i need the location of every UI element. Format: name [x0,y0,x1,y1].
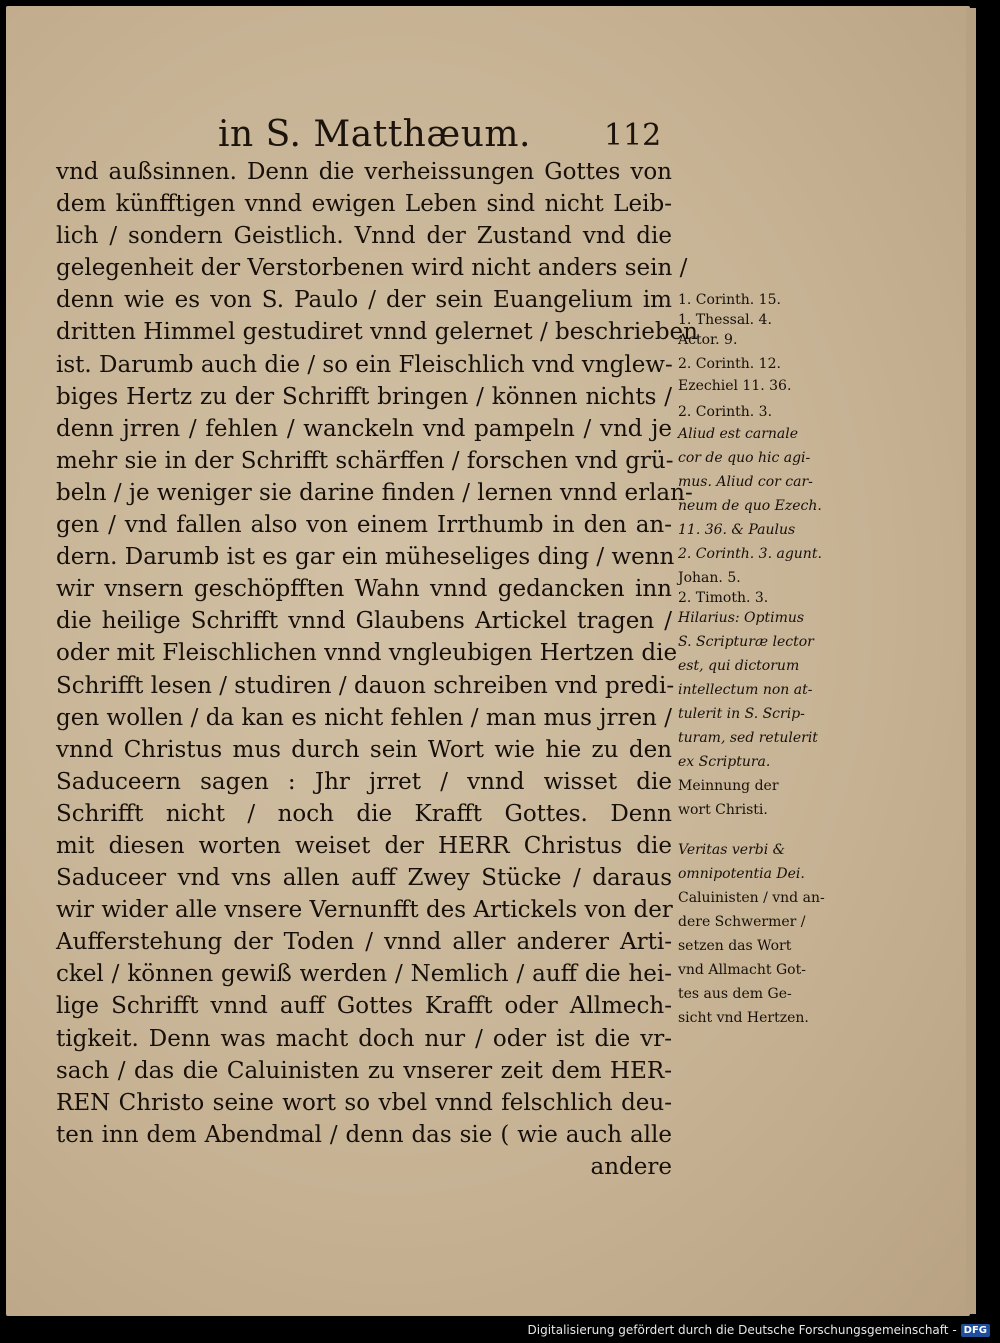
text-line: Schrifft lesen / studiren / dauon schreiben vnd predi- [56,672,675,699]
margin-note: dere Schwermer / [678,914,806,930]
margin-note: 2. Timoth. 3. [678,590,769,606]
margin-note: 2. Corinth. 3. [678,404,773,420]
text-line: ist. Darumb auch die / so ein Fleischlich vnd vnglew- [56,351,673,378]
margin-note: Hilarius: Optimus [678,610,805,626]
margin-note: 1. Thessal. 4. [678,312,772,328]
text-line: vnnd Christus mus durch sein Wort wie hie zu den [56,736,672,763]
text-line: ten inn dem Abendmal / denn das sie ( wie auch alle [56,1121,672,1148]
text-line: lich / sondern Geistlich. Vnnd der Zustand vnd die [56,223,672,250]
margin-note: Veritas verbi & [678,842,786,858]
text-line: sach / das die Caluinisten zu vnserer zeit dem HER- [56,1057,672,1084]
book-page [6,6,970,1316]
margin-note: 2. Corinth. 3. agunt. [678,546,822,562]
text-line: die heilige Schrifft vnnd Glaubens Artickel tragen / [56,608,672,635]
text-line: Saduceer vnd vns allen auff Zwey Stücke / daraus [56,865,672,892]
text-line: dritten Himmel gestudiret vnnd gelernet / beschrieben [56,319,698,346]
text-line: vnd außsinnen. Denn die verheissungen Gottes von [56,159,672,185]
text-line: oder mit Fleischlichen vnnd vngleubigen Hertzen die [56,640,678,667]
text-line: tigkeit. Denn was macht doch nur / oder ist die vr- [56,1025,672,1052]
margin-note: cor de quo hic agi- [678,450,811,466]
margin-note: tes aus dem Ge- [678,986,792,1002]
margin-note: omnipotentia Dei. [678,866,805,882]
text-line: lige Schrifft vnnd auff Gottes Krafft oder Allmech- [56,993,672,1020]
margin-note: Meinnung der [678,778,779,794]
dfg-logo-icon: DFG [961,1324,990,1337]
margin-note: setzen das Wort [678,938,792,954]
margin-note: S. Scripturæ lector [678,634,814,650]
margin-note: turam, sed retulerit [678,730,818,746]
margin-note: Johan. 5. [678,570,741,586]
margin-note: mus. Aliud cor car- [678,474,813,490]
text-line: andere [590,1153,672,1180]
margin-note: neum de quo Ezech. [678,498,822,514]
margin-note: vnd Allmacht Got- [678,962,806,978]
text-line: gelegenheit der Verstorbenen wird nicht anders sein / [56,255,688,282]
margin-note: 11. 36. & Paulus [678,522,796,538]
text-line: gen wollen / da kan es nicht fehlen / man mus jrren / [56,704,672,731]
main-text-column [56,156,698,1183]
text-line: Schrifft nicht / noch die Krafft Gottes. Denn [56,800,672,827]
text-line: dern. Darumb ist es gar ein müheseliges ding / wenn [56,544,675,571]
margin-note: Ezechiel 11. 36. [678,378,792,394]
text-line: denn jrren / fehlen / wanckeln vnd pampeln / vnd je [56,415,672,442]
page-edge [966,8,976,1314]
text-line: wir wider alle vnsere Vernunfft des Artickels von der [56,897,673,924]
text-line: ckel / können gewiß werden / Nemlich / auff die hei- [56,961,672,988]
text-line: REN Christo seine wort so vbel vnnd felschlich deu- [56,1089,672,1116]
text-line: mit diesen worten weiset der HERR Christus die [56,832,672,859]
text-line: Saduceern sagen : Jhr jrret / vnnd wisset die [56,768,672,795]
text-line: denn wie es von S. Paulo / der sein Euangelium im [56,287,672,314]
text-line: gen / vnd fallen also von einem Irrthumb in den an- [56,512,672,539]
text-line: wir vnsern geschöpfften Wahn vnnd gedancken inn [56,576,672,603]
digitization-credit [528,1319,991,1341]
margin-note: sicht vnd Hertzen. [678,1010,809,1026]
margin-note: est, qui dictorum [678,658,800,674]
margin-note: Actor. 9. [678,332,738,348]
text-line: beln / je weniger sie darine finden / lernen vnnd erlan- [56,479,693,506]
margin-note: wort Christi. [678,802,768,818]
text-line: dem künfftigen vnnd ewigen Leben sind nicht Leib- [56,191,672,218]
margin-note: Caluinisten / vnd an- [678,890,825,906]
margin-note: ex Scriptura. [678,754,771,770]
text-line: Aufferstehung der Toden / vnnd aller anderer Arti- [56,929,672,956]
margin-note: 1. Corinth. 15. [678,292,781,308]
running-head: in S. Matthæum. [218,114,531,155]
margin-note: tulerit in S. Scrip- [678,706,805,722]
margin-note: intellectum non at- [678,682,813,698]
page-number: 112 [604,118,662,153]
margin-note: Aliud est carnale [678,426,799,442]
text-line: mehr sie in der Schrifft schärffen / forschen vnd grü- [56,447,674,474]
text-line: biges Hertz zu der Schrifft bringen / können nichts / [56,383,672,410]
margin-note: 2. Corinth. 12. [678,356,781,372]
credit-text: Digitalisierung gefördert durch die Deutsche Forschungsgemeinschaft - [527,1323,957,1337]
